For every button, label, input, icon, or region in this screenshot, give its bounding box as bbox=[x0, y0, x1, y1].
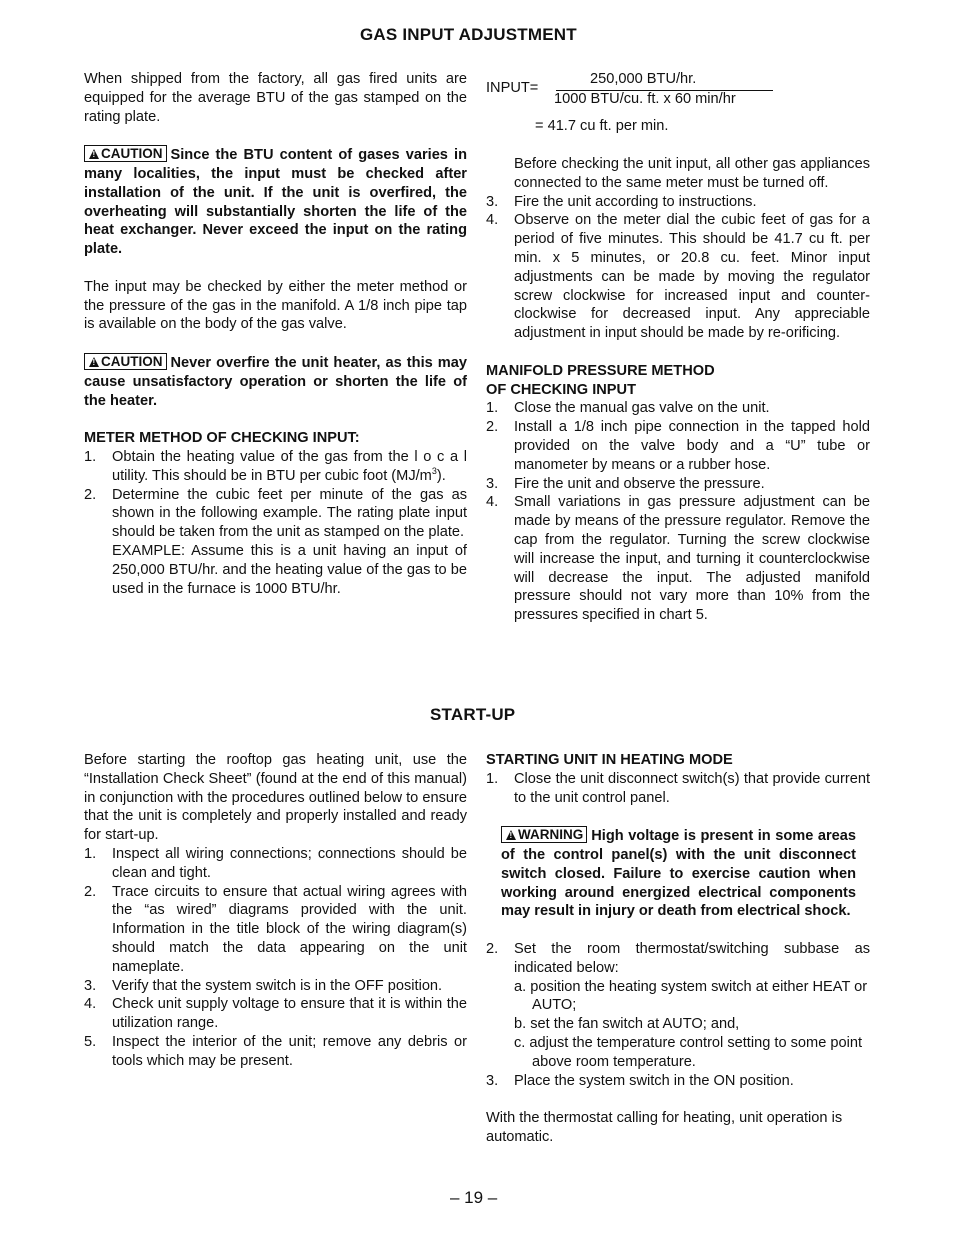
before-checking-paragraph: Before checking the unit input, all other gas appliances connected to the same meter must be turned off. bbox=[514, 156, 870, 191]
startup-left-column bbox=[84, 751, 467, 1071]
list-item: 3. Fire the unit according to instructions. bbox=[486, 193, 757, 210]
list-item: 1. Obtain the heating value of the gas from the l o c a l utility. This should be in BTU per cubic foot $(MJ/m^3)$. bbox=[84, 448, 467, 484]
meter-method-heading: METER METHOD OF CHECKING INPUT: bbox=[84, 430, 360, 447]
list-item: 2. Determine the cubic feet per minute of the gas as shown in the following example. The rating plate input should be taken from the unit as stamped on the plate. EXAMPLE: Assume this is a unit having an input of 250,000 BTU/hr. and the heating value of the gas to be used in the furnace is 1000 BTU/hr. bbox=[84, 486, 467, 597]
meter-steps-list bbox=[486, 193, 870, 343]
example-text: EXAMPLE: Assume this is a unit having an input of 250,000 BTU/hr. and the heating value of the gas to be used in the furnace is 1000 BTU/hr. bbox=[112, 542, 467, 597]
warning-triangle-icon bbox=[506, 830, 516, 840]
list-item: 4. Check unit supply voltage to ensure that it is within the utilization range. bbox=[84, 996, 467, 1032]
sub-list-item: b. set the fan switch at AUTO; and, bbox=[514, 1016, 740, 1033]
meter-method-list bbox=[84, 448, 467, 598]
startup-checklist bbox=[84, 845, 467, 1071]
list-item: 3. Verify that the system switch is in the OFF position. bbox=[84, 977, 443, 994]
closing-paragraph: With the thermostat calling for heating, unit operation is automatic. bbox=[486, 1110, 843, 1145]
list-item: 5. Inspect the interior of the unit; remove any debris or tools which may be present. bbox=[84, 1033, 467, 1069]
list-item: 2. Trace circuits to ensure that actual wiring agrees with the “as wired” diagrams provided with the unit. Information in the title block of the wiring diagram(s) should match the data appearing on the unit nameplate. bbox=[84, 883, 467, 975]
warning-badge: !WARNING bbox=[501, 826, 587, 843]
list-item: 4. Observe on the meter dial the cubic feet of gas for a period of five minutes. This should be 41.7 cu ft. per min. x 5 minutes, or 20.8 cu. feet. Minor input adjustments can be made by moving the regulator screw clockwise for increased input and counter-clockwise for decreased input. Any appreciable adjustment in input should be made by re-orificing. bbox=[486, 212, 870, 342]
startup-intro-paragraph: Before starting the rooftop gas heating unit, use the “Installation Check Sheet” (found at the end of this manual) in conjunction with the procedures outlined below to ensure that the unit is completely and properly installed and ready for start-up. bbox=[84, 752, 467, 844]
warning-triangle-icon bbox=[89, 149, 99, 159]
manifold-steps-list bbox=[486, 399, 870, 625]
gas-intro-paragraph: When shipped from the factory, all gas fired units are equipped for the average BTU of the gas stamped on the rating plate. bbox=[84, 71, 467, 125]
caution-notice-1: !CAUTION Since the BTU content of gases varies in many localities, the input must be checked after installation of the unit. If the unit is overfired, the overheating will substantially shorten the life of the heat exchanger. Never exceed the input on the rating plate. bbox=[84, 145, 467, 259]
caution-notice-2: !CAUTION Never overfire the unit heater, as this may cause unsatisfactory operation or shorten the life of the heater. bbox=[84, 353, 467, 410]
heating-steps-list-1 bbox=[486, 770, 870, 808]
list-item: 4. Small variations in gas pressure adjustment can be made by means of the pressure regulator. Remove the cap from the regulator. Turning the screw clockwise will increase the input, and turning it counterclockwise will decrease the input. The adjusted manifold pressure should not vary more than 10% from the pressures specified in chart 5. bbox=[486, 494, 870, 624]
page-number: – 19 – bbox=[450, 1188, 498, 1207]
formula-numerator: 250,000 BTU/hr. bbox=[590, 71, 697, 87]
formula-label: INPUT= bbox=[486, 80, 539, 96]
caution-badge: !CAUTION bbox=[84, 145, 167, 162]
caution-badge: !CAUTION bbox=[84, 353, 167, 370]
sub-list-item: c. adjust the temperature control setting to some point above room temperature. bbox=[514, 1034, 863, 1070]
sub-list-item: a. position the heating system switch at either HEAT or AUTO; bbox=[514, 978, 868, 1014]
thermostat-sub-list bbox=[514, 978, 870, 1072]
list-item: 1. Close the unit disconnect switch(s) that provide current to the unit control panel. bbox=[486, 770, 870, 806]
list-item: 2. Install a 1/8 inch pipe connection in the tapped hold provided on the valve body and a “U” tube or manometer by means or a rubber hose. bbox=[486, 419, 870, 473]
warning-notice: !WARNING High voltage is present in some areas of the control panel(s) with the unit disconnect switch closed. Failure to exercise caution when working around energized electrical components may result in injury or death from electrical shock. bbox=[486, 826, 870, 921]
list-item: 1. Inspect all wiring connections; connections should be clean and tight. bbox=[84, 845, 467, 881]
section-title-gas-input: GAS INPUT ADJUSTMENT bbox=[360, 25, 577, 44]
heating-steps-list-2 bbox=[486, 940, 870, 1090]
formula-denominator: 1000 BTU/cu. ft. x 60 min/hr bbox=[554, 91, 736, 107]
section-title-startup: START-UP bbox=[430, 705, 516, 724]
list-item: 3. Place the system switch in the ON position. bbox=[486, 1072, 794, 1089]
gas-right-column bbox=[486, 155, 870, 625]
formula-result: = 41.7 cu ft. per min. bbox=[535, 118, 669, 134]
manifold-heading: MANIFOLD PRESSURE METHOD OF CHECKING INPUT bbox=[486, 362, 715, 398]
list-item: 3. Fire the unit and observe the pressure. bbox=[486, 475, 765, 492]
startup-right-column bbox=[486, 751, 870, 1147]
list-item: 1. Close the manual gas valve on the unit. bbox=[486, 400, 770, 417]
heating-mode-heading: STARTING UNIT IN HEATING MODE bbox=[486, 752, 733, 768]
gas-check-method-paragraph: The input may be checked by either the meter method or the pressure of the gas in the manifold. A 1/8 inch pipe tap is available on the body of the gas valve. bbox=[84, 278, 467, 333]
gas-left-column bbox=[84, 70, 467, 598]
list-item: 2. Set the room thermostat/switching subbase as indicated below: a. position the heating system switch at either HEAT or AUTO; b. set the fan switch at AUTO; and, c. adjust the temperature control setting to some point above room temperature. bbox=[486, 940, 870, 1070]
warning-triangle-icon bbox=[89, 357, 99, 367]
